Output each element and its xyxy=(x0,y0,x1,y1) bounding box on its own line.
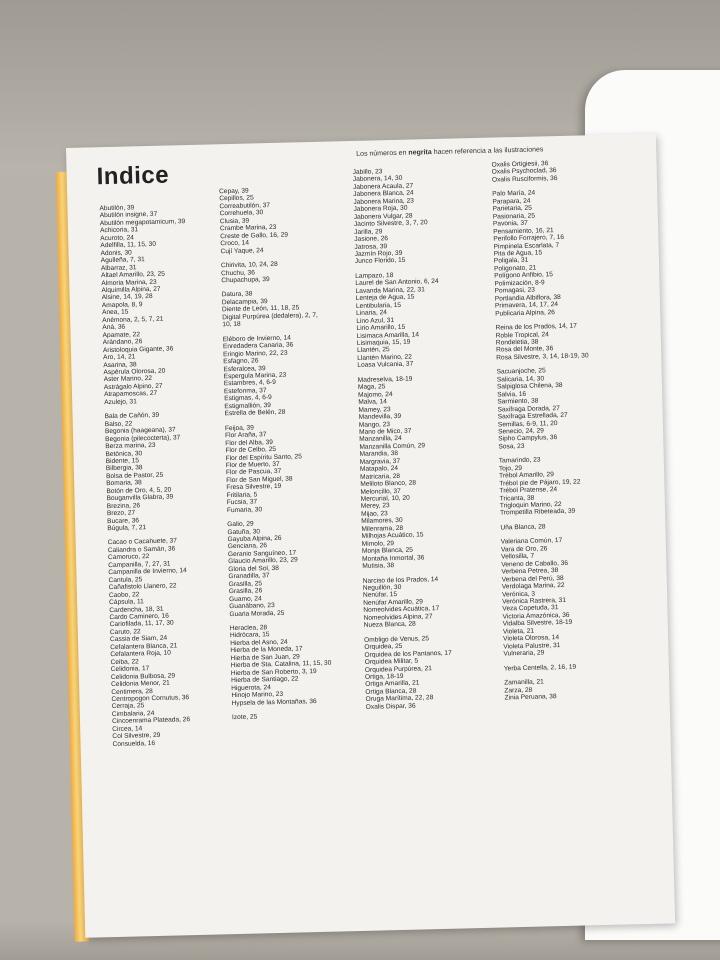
index-entry: Salicaria, 14, 30 xyxy=(496,375,545,384)
index-entry: Linaria, 24 xyxy=(356,309,388,318)
index-entry: Bolsa de Pastor, 25 xyxy=(105,471,164,480)
index-entry: Flor del Alba, 39 xyxy=(225,438,273,447)
index-entry: Estambres, 4, 6-9 xyxy=(223,379,276,388)
index-entry: Nueza Blanca, 28 xyxy=(363,620,416,630)
index-entry: Llantén, 25 xyxy=(356,346,390,355)
index-entry: Hierba de San Juan, 29 xyxy=(230,653,300,662)
index-entry: Merey, 23 xyxy=(360,502,390,511)
index-entry: Hierba del Asno, 24 xyxy=(230,638,288,648)
index-entry: Cimbalaria, 24 xyxy=(111,709,155,718)
index-entry: Geranio Sanguíneo, 17 xyxy=(227,549,297,559)
index-entry: Altael Amarillo, 23, 25 xyxy=(101,270,165,280)
index-entry: Verbena Petrea, 38 xyxy=(501,567,559,576)
index-entry: Polígono Anfibio, 15 xyxy=(494,271,554,280)
index-entry: Orquidea, 25 xyxy=(364,643,403,652)
index-entry: Higuerota, 24 xyxy=(231,683,271,692)
index-entry: Cardencha, 18, 31 xyxy=(109,605,164,614)
index-entry: Lirio Amarillo, 15 xyxy=(356,323,406,333)
index-entry: Cápsula, 11 xyxy=(109,598,144,607)
index-entry: Verbena del Perú, 38 xyxy=(501,574,564,584)
index-entry: Trompetilla Ribeteada, 39 xyxy=(499,508,576,517)
index-entry: Nenúfar, 15 xyxy=(362,591,398,600)
index-entry: Grasilla, 26 xyxy=(228,587,263,596)
index-entry: Feijoa, 39 xyxy=(224,424,254,432)
index-entry: Malva, 14 xyxy=(358,398,387,407)
index-entry: Tricanta, 38 xyxy=(499,494,535,503)
index-entry: Begonia (haageana), 37 xyxy=(104,426,176,436)
index-entry: Chirivita, 10, 24, 28 xyxy=(220,260,278,270)
index-entry: Achicoria, 31 xyxy=(99,226,139,235)
index-entry: Hierba de Sta. Catalina, 11, 15, 30 xyxy=(230,659,332,670)
index-entry: Matapalo, 24 xyxy=(359,465,399,474)
index-entry: Mano de Mico, 37 xyxy=(358,427,412,436)
index-entry: Anémona, 2, 5, 7, 21 xyxy=(102,315,164,324)
index-entry: Estrella de Belén, 28 xyxy=(224,408,286,418)
index-entry: Violeta, 21 xyxy=(502,627,535,636)
index-entry: Flor del Espíritu Santo, 25 xyxy=(225,452,302,462)
index-entry: Espergula Marina, 23 xyxy=(223,371,287,381)
index-entry: Datura, 38 xyxy=(221,290,253,299)
index-entry: Zamanilla, 21 xyxy=(504,678,544,687)
index-entry: Lino Azul, 31 xyxy=(356,316,395,325)
index-entry: Aná, 36 xyxy=(102,323,126,332)
index-entry: Oxalis Psychoclad, 36 xyxy=(491,167,557,177)
index-entry: Palo María, 24 xyxy=(492,189,536,198)
index-entry: Senecio, 24, 29 xyxy=(497,427,544,436)
index-entry: Estigmallión, 39 xyxy=(224,401,271,410)
index-entry: Crambe Marina, 23 xyxy=(219,224,277,233)
index-entry: Mijao, 23 xyxy=(360,510,388,518)
index-entry: Abutilón insigne, 37 xyxy=(99,211,158,220)
index-entry: Jabillo, 23 xyxy=(352,168,383,177)
index-entry: Brezina, 26 xyxy=(106,501,141,510)
index-entry: Pavonia, 37 xyxy=(492,219,528,228)
index-entry: Aro, 14, 21 xyxy=(103,353,136,362)
index-entry: Guaria Morada, 25 xyxy=(229,609,285,618)
index-entry: Pita de Agua, 15 xyxy=(493,249,543,258)
index-entry: Manzanilla, 24 xyxy=(359,435,402,444)
index-entry: Flor de Muerto, 37 xyxy=(225,460,280,470)
index-entry: Jacinto Silvestre, 3, 7, 20 xyxy=(353,219,428,229)
index-entry: Nomeolvides Acuática, 17 xyxy=(363,605,440,615)
index-entry: Circea, 14 xyxy=(112,725,143,733)
index-entry: Milenrama, 28 xyxy=(361,524,404,533)
index-entry: Grasilla, 25 xyxy=(228,580,263,588)
index-entry: Zarza, 28 xyxy=(504,686,533,694)
note-bold-word: negrita xyxy=(408,149,432,157)
index-entry: Berza marina, 23 xyxy=(105,441,156,451)
index-entry: Saxifraga Dorada, 27 xyxy=(497,404,560,414)
index-entry: Orquidea de los Pantanos, 17 xyxy=(364,649,452,659)
index-entry: Jatrosa, 39 xyxy=(354,242,388,251)
index-entry: Trébol Pratense, 24 xyxy=(499,486,558,495)
index-entry: Bouganvilla Glabra, 39 xyxy=(106,493,174,503)
index-entry: Ceiba, 22 xyxy=(110,658,139,666)
index-entry: Bomaria, 38 xyxy=(106,479,142,488)
index-entry: Monja Blanca, 25 xyxy=(361,546,413,556)
index-entry: Veza Copetuda, 31 xyxy=(502,604,559,613)
index-entry: Caliandra o Samán, 36 xyxy=(107,545,176,555)
index-entry: Campanilla, 7, 27, 31 xyxy=(108,560,171,569)
index-entry: Azulejo, 31 xyxy=(104,398,137,406)
index-entry: Ortiga Amarilla, 21 xyxy=(365,679,420,689)
index-entry: Vidalba Silvestre, 18-19 xyxy=(502,619,573,628)
index-entry: Amapola, 8, 9 xyxy=(101,301,143,310)
index-entry: Brezo, 27 xyxy=(106,509,136,518)
index-entry: Cefalantera Roja, 10 xyxy=(110,649,171,659)
index-entry: Orquidea Militar, 5 xyxy=(364,657,419,666)
index-entry: Chupachupa, 39 xyxy=(221,276,270,285)
index-entry: Cariofilada, 11, 17, 30 xyxy=(109,619,174,629)
index-entry: Chuchu, 36 xyxy=(221,268,255,277)
index-entry: Nomeolvides Alpina, 27 xyxy=(363,613,433,622)
index-entry: Matricaria, 28 xyxy=(360,472,401,481)
index-entry: Cañafistolo Llanero, 22 xyxy=(108,582,177,592)
index-entry: Manzanilla Común, 29 xyxy=(359,442,426,451)
index-entry: Enredadera Canaria, 36 xyxy=(222,341,294,351)
index-entry: Cefalantera Blanca, 21 xyxy=(110,642,178,651)
index-entry: Campanilla de Invierno, 14 xyxy=(108,567,187,577)
index-entry: Cepay, 39 xyxy=(219,187,249,196)
index-entry: Correabutilón, 37 xyxy=(219,201,271,211)
index-entry: Veneno de Caballo, 36 xyxy=(501,559,569,569)
index-entry: Semillas, 6-9, 11, 20 xyxy=(497,419,558,429)
index-entry: Glaucio Amarillo, 23, 29 xyxy=(228,556,298,566)
index-entry: Jabonera Acaula, 27 xyxy=(352,182,414,191)
index-entry: Majomo, 24 xyxy=(358,390,393,399)
index-entry: Saxifraga Estrellada, 27 xyxy=(497,411,568,421)
index-entry: Celidonia Menor, 21 xyxy=(111,679,170,689)
index-entry: Adonis, 30 xyxy=(100,249,132,257)
index-entry: Perifollo Forrajero, 7, 16 xyxy=(493,233,565,243)
index-entry: Sacuanjoche, 25 xyxy=(496,367,546,376)
index-entry: Poligonato, 21 xyxy=(493,264,537,273)
index-entry: Oxalis Dispar, 36 xyxy=(365,702,416,711)
index-entry: Jabonera Blanca, 24 xyxy=(353,189,414,199)
index-entry: Pasionaria, 25 xyxy=(492,212,536,221)
index-entry: Jabonera Vulgar, 28 xyxy=(353,212,413,221)
index-entry: Esferalcea, 39 xyxy=(223,364,266,373)
index-entry: Lavanda Marina, 22, 31 xyxy=(355,286,425,295)
index-entry: Jasione, 26 xyxy=(354,235,389,244)
index-entry: Sosa, 23 xyxy=(498,442,525,451)
index-entry: Bidente, 15 xyxy=(105,457,140,466)
index-entry: Bilbergia, 38 xyxy=(105,464,143,473)
index-entry: Hierba de San Roberto, 3, 19 xyxy=(230,667,317,677)
index-entry: Jabonera, 14, 30 xyxy=(352,175,403,184)
index-entry: Mamey, 23 xyxy=(358,405,391,414)
index-entry: 10, 18 xyxy=(222,321,241,329)
index-entry: Esfagno, 26 xyxy=(223,357,259,366)
index-entry: Bala de Cañón, 39 xyxy=(104,412,160,421)
index-entry: Trébol Amarillo, 29 xyxy=(499,471,554,480)
index-entry: Eléboro de Invierno, 14 xyxy=(222,334,291,343)
index-entry: Roble Tropical, 24 xyxy=(495,330,549,340)
index-entry: Correhuela, 30 xyxy=(219,209,264,218)
index-entry: Atrapamoscas, 27 xyxy=(103,390,158,399)
index-entry: Gayuba Alpina, 26 xyxy=(227,534,282,544)
index-entry: Hierba de la Moneda, 17 xyxy=(230,645,303,655)
index-entry: Llantén Marino, 22 xyxy=(357,353,412,362)
index-entry: Parietaria, 25 xyxy=(492,204,532,213)
index-entry: Botón de Oro, 4, 5, 20 xyxy=(106,486,172,495)
index-entry: Vara de Oro, 26 xyxy=(500,545,548,554)
index-entry: Centropogon Cornutus, 36 xyxy=(111,694,190,704)
index-entry: Madreselva, 18-19 xyxy=(357,375,413,384)
index-entry: Zinia Peruana, 38 xyxy=(504,693,557,702)
index-entry: Laurel de San Antonio, 6, 24 xyxy=(355,278,439,288)
index-entry: Aster Marino, 22 xyxy=(103,375,153,384)
index-entry: Digital Purpúrea (dedalera), 2, 7, xyxy=(222,311,318,322)
index-entry: Cardo Caminero, 16 xyxy=(109,612,169,622)
index-entry: Meloncillo, 37 xyxy=(360,487,401,496)
index-entry: Verónica Rastrera, 31 xyxy=(502,596,567,606)
index-entry: Abutilón, 39 xyxy=(99,204,135,213)
index-entry: Almoria Marina, 23 xyxy=(101,278,157,287)
index-entry: Hidrócara, 15 xyxy=(229,631,270,640)
index-entry: Victoria Amazónica, 36 xyxy=(502,611,570,621)
index-entry: Rosa Silvestre, 3, 14, 18-19, 30 xyxy=(496,352,589,362)
index-entry: Fresa Silvestre, 19 xyxy=(226,483,282,492)
index-entry: Cincoenrama Plateada, 26 xyxy=(111,716,191,726)
index-entry: Margravia, 37 xyxy=(359,457,401,466)
index-entry: Cacao o Cacahuete, 37 xyxy=(107,537,178,547)
index-entry: Fumaria, 30 xyxy=(226,505,263,514)
index-entry: Búgula, 7, 21 xyxy=(107,524,147,533)
index-entry: Celidonia, 17 xyxy=(110,665,150,674)
index-entry: Albarraz, 31 xyxy=(100,263,137,272)
index-entry: Centimera, 28 xyxy=(111,687,153,696)
index-entry: Violeta Olorosa, 14 xyxy=(503,634,560,643)
index-entry: Trébol pie de Pájaro, 19, 22 xyxy=(499,478,581,488)
index-entry: Flor de San Miguel, 38 xyxy=(226,475,293,485)
index-entry: Uña Blanca, 28 xyxy=(500,523,546,532)
index-entry: Abutilón megapotamicum, 39 xyxy=(99,218,186,228)
index-entry: Rondeletia, 38 xyxy=(495,338,539,347)
index-entry: Camoruco, 22 xyxy=(107,553,150,562)
index-entry: Betónica, 30 xyxy=(105,449,143,458)
index-entry: Rosa del Monte, 36 xyxy=(495,345,554,354)
index-entry: Maga, 25 xyxy=(357,383,386,392)
index-entry: Guanábano, 23 xyxy=(229,602,275,611)
index-entry: Heraclea, 28 xyxy=(229,624,268,633)
index-entry: Astrágalo Alpino, 27 xyxy=(103,382,163,392)
index-entry: Caobo, 22 xyxy=(108,590,140,599)
index-entry: Trigloquin Marino, 22 xyxy=(499,501,562,510)
index-column-3 xyxy=(353,165,516,711)
index-entry: Lampazo, 18 xyxy=(355,271,394,280)
index-entry: Acuroto, 24 xyxy=(100,234,135,243)
index-entry: Flor Araña, 37 xyxy=(224,431,267,440)
index-entry: Genciana, 26 xyxy=(227,542,268,551)
index-entry: Polimización, 8-9 xyxy=(494,279,545,288)
index-entry: Hinojo Marino, 23 xyxy=(231,690,284,700)
index-entry: Flor de Pascua, 37 xyxy=(225,468,282,477)
index-entry: Marandia, 38 xyxy=(359,450,399,459)
index-entry: Yerba Centella, 2, 16, 19 xyxy=(503,663,577,673)
index-entry: Apamate, 22 xyxy=(102,330,141,339)
index-entry: Lentibularia, 15 xyxy=(355,301,402,310)
index-entry: Nenúfar Amarillo, 29 xyxy=(363,598,424,607)
index-entry: Gatuña, 30 xyxy=(227,527,261,536)
index-entry: Cepillos, 25 xyxy=(219,194,254,203)
index-entry: Flor de Celbo, 25 xyxy=(225,446,277,455)
index-entry: Consuelda, 16 xyxy=(112,739,156,748)
note-text-start: Los números en xyxy=(356,149,409,158)
index-entry: Ortiga, 18-19 xyxy=(364,672,404,681)
index-entry: Caruto, 22 xyxy=(109,628,141,636)
index-entry: Mercurial, 10, 20 xyxy=(360,494,410,503)
index-entry: Violeta Palustre, 31 xyxy=(503,641,561,651)
index-entry: Ombligo de Venus, 25 xyxy=(364,635,430,644)
index-entry: Oxalis Ortigiesii, 36 xyxy=(491,160,549,169)
index-entry: Guamo, 24 xyxy=(228,595,262,603)
index-entry: Lisimaquia, 15, 19 xyxy=(356,338,411,347)
index-entry: Begonia (pilecocterta), 37 xyxy=(105,433,181,443)
index-entry: Publicaria Alpina, 26 xyxy=(495,308,555,318)
index-entry: Mutisia, 38 xyxy=(362,562,395,570)
index-entry: Alquimilla Alpina, 27 xyxy=(101,285,161,295)
index-entry: Oxalis Rusciformis, 36 xyxy=(491,174,558,184)
index-entry: Ortiga Blanca, 28 xyxy=(365,687,417,696)
index-entry: Aristoloquia Gigante, 36 xyxy=(102,345,174,354)
index-entry: Sarmiento, 38 xyxy=(497,397,539,406)
index-entry: Mandevilla, 39 xyxy=(358,412,402,421)
index-entry: Jabonera Marina, 23 xyxy=(353,197,414,206)
index-entry: Junco Florido, 15 xyxy=(354,257,406,266)
index-entry: Jabonera Roja, 30 xyxy=(353,204,408,214)
index-entry: Pensamiento, 16, 21 xyxy=(493,226,554,236)
index-entry: Milamores, 30 xyxy=(361,517,403,526)
index-entry: Agulleña, 7, 31 xyxy=(100,256,145,265)
page-title: Indice xyxy=(96,161,170,191)
index-entry: Orquidea Purpúrea, 21 xyxy=(364,664,432,674)
index-entry: Salpiglosa Chilena, 38 xyxy=(496,382,563,391)
index-entry: Fucsia, 37 xyxy=(226,498,258,507)
index-entry: Galio, 29 xyxy=(227,520,254,529)
index-entry: Alsine, 14, 19, 28 xyxy=(101,293,153,302)
index-entry: Parapara, 24 xyxy=(492,197,531,206)
index-entry: Vulneraria, 29 xyxy=(503,649,545,658)
index-entry: Tamarindo, 23 xyxy=(498,456,541,465)
index-entry: Verónica, 3 xyxy=(501,590,536,599)
index-entry: Milhojas Acuático, 15 xyxy=(361,531,424,541)
index-entry: Estigmas, 4, 6-9 xyxy=(224,394,272,403)
index-entry: Fritilaria, 5 xyxy=(226,491,258,499)
bold-note xyxy=(356,144,656,158)
index-entry: Oruga Marítima, 22, 28 xyxy=(365,694,434,704)
index-entry: Hypsela de las Montañas, 36 xyxy=(231,697,317,707)
index-entry: Neguillón, 30 xyxy=(362,583,402,592)
index-entry: Verdolaga Marina, 22 xyxy=(501,582,565,591)
index-entry: Granadilla, 37 xyxy=(228,572,270,581)
index-entry: Izote, 25 xyxy=(231,713,258,722)
index-entry: Mimolo, 29 xyxy=(361,539,395,548)
index-entry: Portlandia Albiflora, 38 xyxy=(494,293,561,303)
index-entry: Pomagasi, 23 xyxy=(494,286,536,295)
index-entry: Anea, 15 xyxy=(101,308,129,317)
index-entry: Valeriana Común, 17 xyxy=(500,537,563,546)
index-entry: Cují Yaque, 24 xyxy=(220,246,264,255)
index-entry: Narciso de los Prados, 14 xyxy=(362,575,439,585)
index-entry: Col Silvestre, 29 xyxy=(112,732,161,741)
index-entry: Tojo, 29 xyxy=(498,464,523,473)
index-entry: Meliloto Blanco, 28 xyxy=(360,479,417,489)
index-entry: Adelfilla, 11, 15, 30 xyxy=(100,241,157,250)
index-entry: Aspérula Olorosa, 20 xyxy=(103,367,166,377)
index-entry: Asarina, 38 xyxy=(103,360,137,369)
index-entry: Cantula, 25 xyxy=(108,576,143,584)
note-text-end: hacen referencia a las ilustraciones xyxy=(431,146,544,157)
index-entry: Sipho Campylus, 36 xyxy=(498,434,558,443)
index-entry: Croco, 14 xyxy=(220,239,250,248)
index-entry: Lenteja de Agua, 15 xyxy=(355,293,415,303)
index-entry: Jazmín Rojo, 39 xyxy=(354,249,403,258)
index-column-4 xyxy=(491,158,654,702)
index-entry: Salvia, 16 xyxy=(497,390,527,399)
index-entry: Pimpinela Escarlata, 7 xyxy=(493,241,560,251)
index-entry: Gloria del Sol, 38 xyxy=(228,564,280,574)
index-entry: Primavera, 14, 17, 24 xyxy=(494,301,559,310)
index-entry: Eringio Marino, 22, 23 xyxy=(223,349,288,358)
index-entry: Loasa Vulcania, 37 xyxy=(357,360,414,370)
index-entry: Celidonia Bulbosa, 29 xyxy=(110,672,176,681)
index-entry: Hierba de Santiago, 22 xyxy=(230,675,299,685)
index-entry: Poligala, 31 xyxy=(493,257,529,266)
index-entry: Mango, 23 xyxy=(358,420,391,429)
index-entry: Clusia, 39 xyxy=(219,217,250,226)
index-entry: Vellosilla, 7 xyxy=(501,552,535,561)
index-entry: Creste de Gallo, 16, 29 xyxy=(220,231,289,240)
index-entry: Montaña Inmortal, 36 xyxy=(362,554,425,563)
index-entry: Bucare, 36 xyxy=(107,516,140,525)
index-entry: Arándano, 26 xyxy=(102,338,143,347)
index-entry: Lisimaca Amarilla, 14 xyxy=(356,330,420,340)
index-entry: Estefonma, 37 xyxy=(223,387,267,396)
index-entry: Cassia de Siam, 24 xyxy=(109,635,168,644)
index-entry: Cerraja, 25 xyxy=(111,702,145,711)
index-entry: Jarilla, 29 xyxy=(354,227,383,236)
index-entry: Balso, 22 xyxy=(104,420,133,428)
index-entry: Delacampia, 39 xyxy=(221,298,268,307)
index-entry: Diente de León, 11, 18, 25 xyxy=(221,304,300,314)
index-entry: Reina de los Prados, 14, 17 xyxy=(495,322,577,332)
index-page xyxy=(66,134,675,938)
